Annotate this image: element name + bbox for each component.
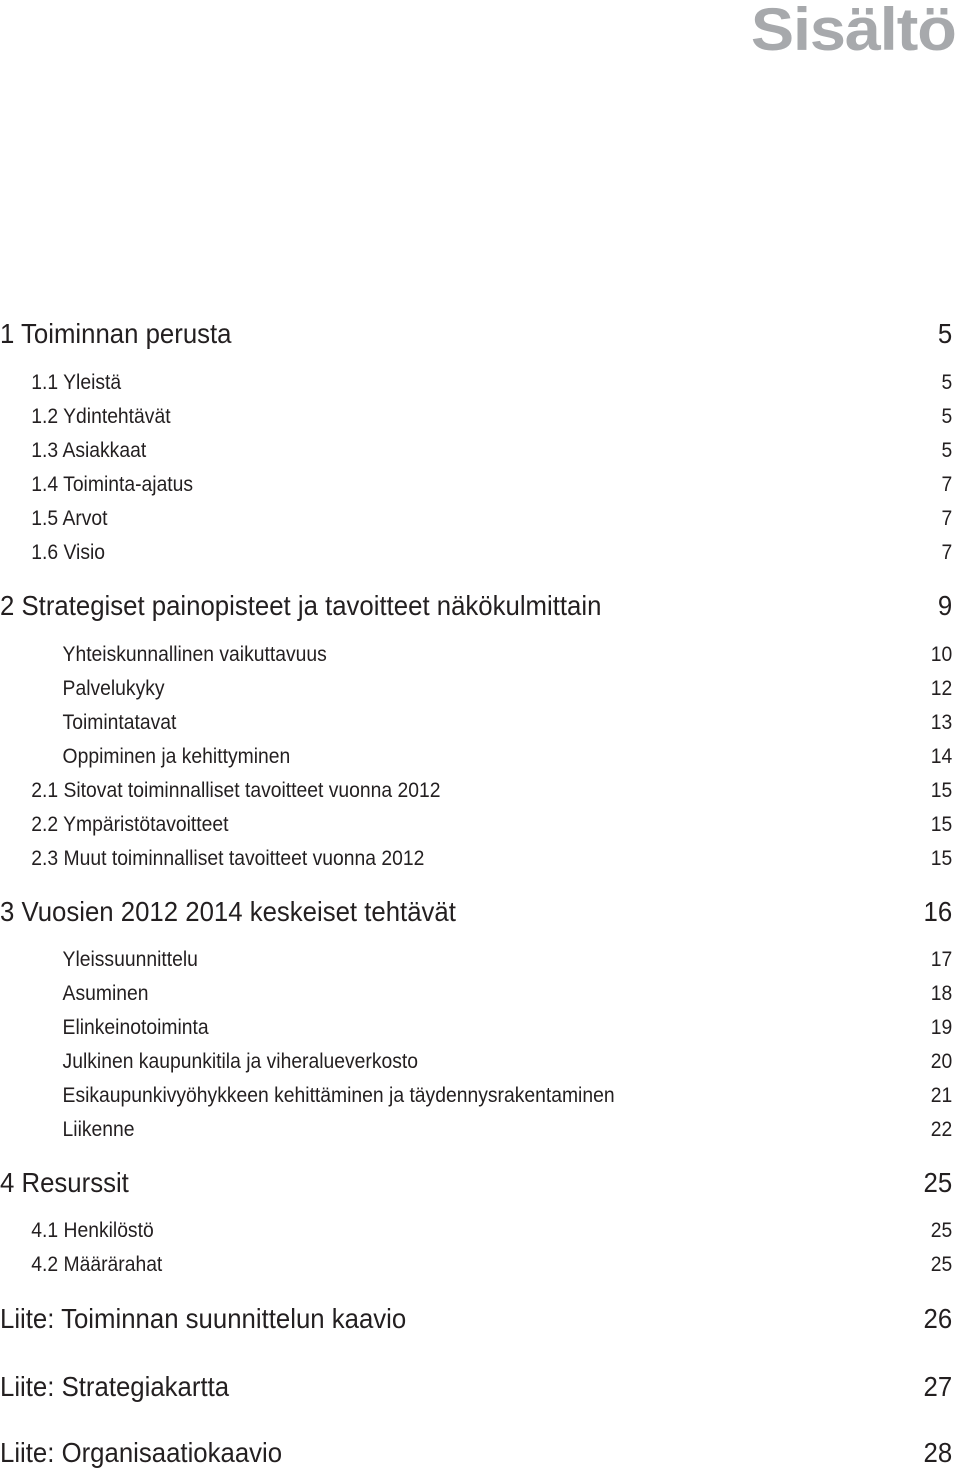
- toc-entry-title: Yleissuunnittelu: [62, 948, 198, 971]
- toc-entry-title: 1.4 Toiminta-ajatus: [31, 473, 194, 496]
- toc-entry-page: 13: [930, 711, 953, 734]
- toc-entry[interactable]: [0, 1116, 952, 1144]
- toc-entry-title: 4.2 Määrärahat: [31, 1253, 163, 1276]
- toc-entry-page: 5: [941, 405, 953, 428]
- toc-appendix-2[interactable]: [0, 1370, 952, 1404]
- toc-entry-page: 15: [930, 847, 953, 870]
- toc-entry[interactable]: [0, 1048, 952, 1076]
- toc-entry-page: 7: [941, 507, 953, 530]
- toc-entry-title: Yhteiskunnallinen vaikuttavuus: [62, 643, 327, 666]
- toc-entry-page: 17: [930, 948, 953, 971]
- toc-entry-page: 15: [930, 813, 953, 836]
- toc-entry-title: 2.2 Ympäristötavoitteet: [31, 813, 229, 836]
- toc-entry[interactable]: [0, 1251, 952, 1279]
- toc-entry-page: 25: [930, 1219, 953, 1242]
- toc-entry[interactable]: [0, 1082, 952, 1110]
- toc-entry-title: Oppiminen ja kehittyminen: [62, 745, 291, 768]
- toc-entry-title: 1.2 Ydintehtävät: [31, 405, 171, 428]
- toc-entry[interactable]: [0, 743, 952, 771]
- toc-entry-title: Palvelukyky: [62, 677, 165, 700]
- toc-entry-page: 9: [937, 590, 953, 621]
- toc-entry-title: 1.3 Asiakkaat: [31, 439, 147, 462]
- toc-entry[interactable]: [0, 980, 952, 1008]
- toc-entry-title: Esikaupunkivyöhykkeen kehittäminen ja täydennysrakentaminen: [62, 1084, 615, 1107]
- toc-entry-title: Toimintatavat: [62, 711, 177, 734]
- toc-entry-page: 19: [930, 1016, 953, 1039]
- toc-entry[interactable]: [0, 946, 952, 974]
- toc-entry-page: 26: [923, 1303, 953, 1334]
- toc-entry-page: 21: [930, 1084, 953, 1107]
- toc-entry-title: 2.3 Muut toiminnalliset tavoitteet vuonna 2012: [31, 847, 425, 870]
- toc-entry[interactable]: [0, 811, 952, 839]
- toc-entry[interactable]: [0, 777, 952, 805]
- toc-entry-title: Asuminen: [62, 982, 149, 1005]
- toc-entry-title: Liite: Strategiakartta: [0, 1371, 230, 1402]
- toc-entry-title: Liikenne: [62, 1118, 135, 1141]
- toc-entry-title: Elinkeinotoiminta: [62, 1016, 209, 1039]
- toc-entry-page: 14: [930, 745, 953, 768]
- toc-entry[interactable]: [0, 437, 952, 465]
- toc-entry[interactable]: [0, 1014, 952, 1042]
- toc-entry[interactable]: [0, 709, 952, 737]
- toc-entry-page: 16: [923, 896, 953, 927]
- toc-entry[interactable]: [0, 845, 952, 873]
- toc-entry-page: 18: [930, 982, 953, 1005]
- toc-entry-title: 1.1 Yleistä: [31, 371, 122, 394]
- toc-entry-page: 22: [930, 1118, 953, 1141]
- toc-appendix-3[interactable]: [0, 1436, 952, 1470]
- toc-entry-title: 1.6 Visio: [31, 541, 106, 564]
- toc-entry-title: 2 Strategiset painopisteet ja tavoitteet näkökulmittain: [0, 590, 602, 621]
- toc-entry-page: 25: [923, 1167, 953, 1198]
- toc-entry-page: 5: [941, 439, 953, 462]
- toc-section-2[interactable]: [0, 589, 952, 623]
- toc-section-4[interactable]: [0, 1166, 952, 1200]
- toc-entry[interactable]: [0, 641, 952, 669]
- toc-entry-title: Julkinen kaupunkitila ja viheralueverkosto: [62, 1050, 419, 1073]
- toc-entry[interactable]: [0, 1217, 952, 1245]
- toc-entry-page: 12: [930, 677, 953, 700]
- toc-entry-page: 7: [941, 541, 953, 564]
- toc-entry-title: Liite: Organisaatiokaavio: [0, 1437, 283, 1468]
- toc-entry[interactable]: [0, 539, 952, 567]
- toc-section-1[interactable]: [0, 317, 952, 351]
- toc-entry-title: 1.5 Arvot: [31, 507, 108, 530]
- toc-entry-page: 27: [923, 1371, 953, 1402]
- toc-entry-title: 4.1 Henkilöstö: [31, 1219, 154, 1242]
- toc-entry-page: 28: [923, 1437, 953, 1468]
- page-title: Sisältö: [751, 0, 956, 63]
- toc-entry[interactable]: [0, 505, 952, 533]
- toc-entry-page: 15: [930, 779, 953, 802]
- toc-entry[interactable]: [0, 471, 952, 499]
- toc-section-3[interactable]: [0, 895, 952, 929]
- toc-entry-page: 25: [930, 1253, 953, 1276]
- toc-entry-page: 5: [937, 318, 953, 349]
- toc-entry-page: 7: [941, 473, 953, 496]
- toc-entry[interactable]: [0, 675, 952, 703]
- toc-entry-title: 1 Toiminnan perusta: [0, 318, 232, 349]
- toc-entry-title: 3 Vuosien 2012 2014 keskeiset tehtävät: [0, 896, 456, 927]
- toc-entry-page: 20: [930, 1050, 953, 1073]
- toc-entry-title: 4 Resurssit: [0, 1167, 129, 1198]
- toc-entry-page: 5: [941, 371, 953, 394]
- toc-entry[interactable]: [0, 403, 952, 431]
- toc-entry-page: 10: [930, 643, 953, 666]
- toc-entry-title: 2.1 Sitovat toiminnalliset tavoitteet vuonna 2012: [31, 779, 441, 802]
- toc-entry[interactable]: [0, 369, 952, 397]
- toc-appendix-1[interactable]: [0, 1302, 952, 1336]
- toc-entry-title: Liite: Toiminnan suunnittelun kaavio: [0, 1303, 407, 1334]
